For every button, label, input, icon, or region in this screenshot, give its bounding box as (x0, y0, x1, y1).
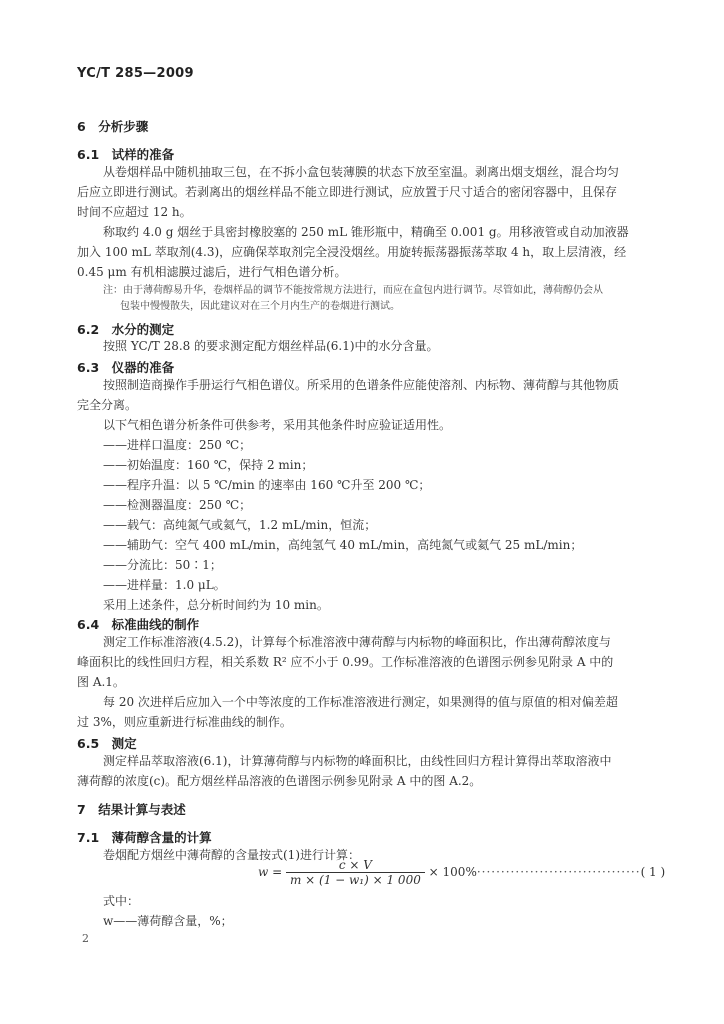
list-item: ——辅助气：空气 400 mL/min，高纯氢气 40 mL/min，高纯氮气或氦气 25 mL/min； (103, 538, 583, 552)
paragraph-line: 从卷烟样品中随机抽取三包，在不拆小盒包装薄膜的状态下放至室温。剥离出烟支烟丝，混合均匀 (103, 165, 620, 179)
paragraph-line: 每 20 次进样后应加入一个中等浓度的工作标准溶液进行测定，如果测得的值与原值的相对偏差超 (103, 695, 618, 709)
formula-dots: ·································· (476, 865, 641, 879)
standard-code: YC/T 285—2009 (77, 66, 194, 81)
list-item: ——载气：高纯氮气或氦气，1.2 mL/min，恒流； (103, 518, 377, 532)
paragraph-line: 图 A.1。 (77, 675, 125, 689)
section-6-5-heading: 6.5 测定 (77, 736, 137, 751)
list-item: ——检测器温度：250 ℃； (103, 498, 252, 512)
paragraph-line: 按照制造商操作手册运行气相色谱仪。所采用的色谱条件应能使溶剂、内标物、薄荷醇与其他物质 (103, 378, 620, 392)
paragraph-line: 测定样品萃取溶液(6.1)，计算薄荷醇与内标物的峰面积比，由线性回归方程计算得出萃取溶液中 (103, 754, 612, 768)
formula-fraction (286, 858, 425, 887)
paragraph-line: 峰面积比的线性回归方程，相关系数 R² 应不小于 0.99。工作标准溶液的色谱图示例参见附录 A 中的 (77, 655, 614, 669)
section-6-4-heading: 6.4 标准曲线的制作 (77, 617, 200, 632)
variable-definition: w——薄荷醇含量，%； (103, 914, 233, 928)
paragraph-line: 过 3%，则应重新进行标准曲线的制作。 (77, 715, 292, 729)
formula-lhs: w = (258, 865, 283, 879)
paragraph-line: 称取约 4.0 g 烟丝于具密封橡胶塞的 250 mL 锥形瓶中，精确至 0.001 g。用移液管或自动加液器 (103, 225, 629, 239)
list-item: ——进样量：1.0 μL。 (103, 578, 226, 592)
section-6-3-heading: 6.3 仪器的准备 (77, 360, 175, 375)
formula-denominator: m × (1 − w₁) × 1 000 (289, 873, 421, 887)
formula-1 (258, 858, 665, 887)
paragraph-line: 时间不应超过 12 h。 (77, 205, 192, 219)
paragraph-line: 测定工作标准溶液(4.5.2)，计算每个标准溶液中薄荷醇与内标物的峰面积比，作出薄荷醇浓度与 (103, 635, 611, 649)
formula-numerator: c × V (286, 858, 425, 873)
paragraph-line: 0.45 μm 有机相滤膜过滤后，进行气相色谱分析。 (77, 265, 347, 279)
section-7-heading: 7 结果计算与表述 (77, 802, 186, 817)
page-number: 2 (82, 932, 89, 945)
formula-tail: × 100% (428, 865, 477, 879)
section-6-2-heading: 6.2 水分的测定 (77, 322, 175, 337)
list-item: ——进样口温度：250 ℃； (103, 438, 252, 452)
note-line: 包装中慢慢散失，因此建议对在三个月内生产的卷烟进行测试。 (120, 301, 400, 312)
paragraph-line: 加入 100 mL 萃取剂(4.3)，应确保萃取剂完全浸没烟丝。用旋转振荡器振荡萃取 4 h，取上层清液，经 (77, 245, 627, 259)
paragraph-line: 以下气相色谱分析条件可供参考，采用其他条件时应验证适用性。 (103, 418, 452, 432)
paragraph-line: 按照 YC/T 28.8 的要求测定配方烟丝样品(6.1)中的水分含量。 (103, 339, 439, 353)
list-item: ——程序升温：以 5 ℃/min 的速率由 160 ℃升至 200 ℃； (103, 478, 431, 492)
list-item: ——初始温度：160 ℃，保持 2 min； (103, 458, 314, 472)
where-label: 式中： (103, 894, 140, 908)
note-line: 注：由于薄荷醇易升华，卷烟样品的调节不能按常规方法进行，而应在盒包内进行调节。尽管如此，薄荷醇仍会从 (103, 285, 603, 296)
section-7-1-heading: 7.1 薄荷醇含量的计算 (77, 830, 212, 845)
section-6-heading: 6 分析步骤 (77, 119, 149, 134)
paragraph-line: 卷烟配方烟丝中薄荷醇的含量按式(1)进行计算： (103, 848, 360, 862)
equation-number: ( 1 ) (640, 865, 666, 879)
paragraph-line: 完全分离。 (77, 398, 138, 412)
section-6-1-heading: 6.1 试样的准备 (77, 147, 175, 162)
paragraph-line: 薄荷醇的浓度(c)。配方烟丝样品溶液的色谱图示例参见附录 A 中的图 A.2。 (77, 774, 482, 788)
list-item: ——分流比：50∶1； (103, 558, 222, 572)
paragraph-line: 采用上述条件，总分析时间约为 10 min。 (103, 598, 329, 612)
paragraph-line: 后应立即进行测试。若剥离出的烟丝样品不能立即进行测试，应放置于尺寸适合的密闭容器中，且保存 (77, 185, 618, 199)
